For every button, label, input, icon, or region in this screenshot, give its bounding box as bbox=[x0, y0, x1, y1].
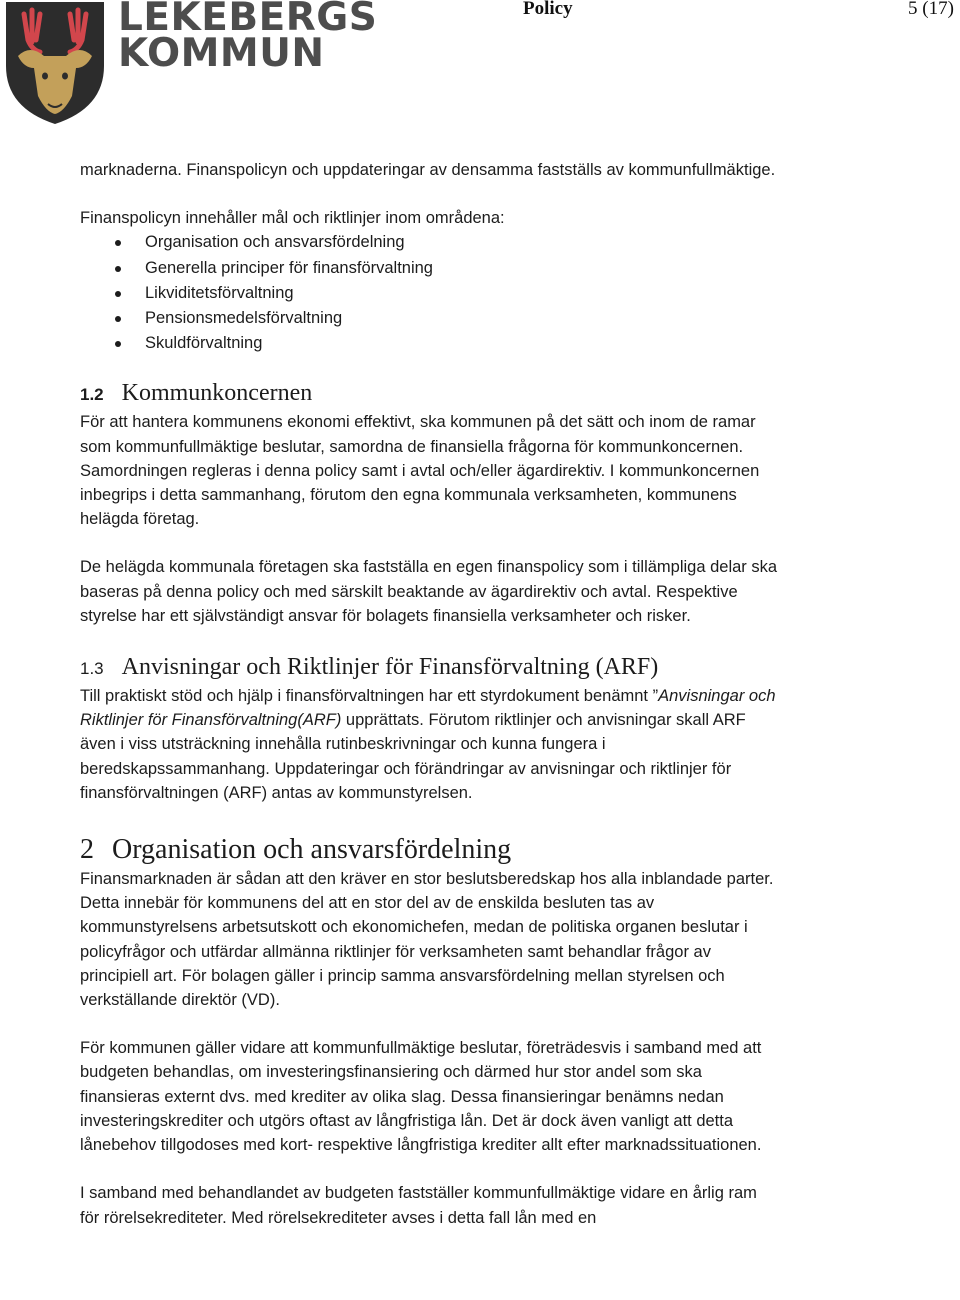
section-number: 1.3 bbox=[80, 659, 104, 679]
section-heading-1-2 bbox=[80, 378, 780, 410]
section-paragraph: I samband med behandlandet av budgeten fastställer kommunfullmäktige vidare en årlig ram för rörelsekrediteter. Med rörelsekrediteter avses i detta fall lån med en bbox=[80, 1184, 757, 1227]
list-item: Generella principer för finansförvaltning bbox=[80, 256, 780, 281]
section-heading-2 bbox=[80, 833, 780, 867]
page-number: 5 (17) bbox=[908, 0, 954, 19]
arf-text-before: Till praktiskt stöd och hjälp i finansförvaltningen har ett styrdokument benämnt ” bbox=[80, 687, 659, 706]
list-item: Organisation och ansvarsfördelning bbox=[80, 230, 780, 255]
arf-document-name: Anvisningar och Riktlinjer för Finansförvaltning(ARF) bbox=[80, 687, 776, 730]
section-paragraph: För kommunen gäller vidare att kommunfullmäktige beslutar, företrädesvis i samband med att budgeten behandlas, om investeringsfinansiering och därmed hur stor andel som ska finansieras externt dvs. med krediter av olika slag. Dessa finansieringar benämns nedan investeringskrediter och utgörs oftast av långfristiga lån. Det är dock även vanligt att detta lånebehov tillgodoses med kort- respektive långfristiga krediter allt efter marknadssituationen. bbox=[80, 1039, 762, 1155]
section-number: 1.2 bbox=[80, 385, 104, 405]
list-item: Pensionsmedelsförvaltning bbox=[80, 306, 780, 331]
document-body bbox=[80, 158, 780, 1230]
municipality-logo-text bbox=[118, 0, 378, 76]
section-paragraph: För att hantera kommunens ekonomi effektivt, ska kommunen på det sätt och inom de ramar som kommunfullmäktige beslutar, samordna de finansiella frågorna för kommunkoncernen. Samordningen regleras i denna policy samt i avtal och/eller ägardirektiv. I kommunkoncernen inbegrips i detta sammanhang, förutom den egna kommunala verksamheten, kommunens helägda företag. bbox=[80, 413, 760, 529]
section-number: 2 bbox=[80, 834, 94, 866]
areas-intro: Finanspolicyn innehåller mål och riktlinjer inom områdena: bbox=[80, 209, 505, 228]
page-header bbox=[0, 0, 960, 130]
document-title: Policy bbox=[523, 0, 573, 19]
section-paragraph bbox=[80, 684, 780, 805]
section-paragraph: Finansmarknaden är sådan att den kräver en stor beslutsberedskap hos alla inblandade parter. Detta innebär för kommunens del att en stor del av de enskilda besluten tas av kommunstyrelsens arbetsutskott och ekonomichefen, medan de politiska organen beslutar i policyfrågor och utfärdar allmänna riktlinjer för verksamheten samt behandlar frågor av principiell art. För bolagen gäller i princip samma ansvarsfördelning mellan styrelsen och verkställande direktör (VD). bbox=[80, 870, 774, 1010]
section-paragraph: De helägda kommunala företagen ska fastställa en egen finanspolicy som i tillämpliga delar ska baseras på denna policy och med särskilt beaktande av ägardirektiv och avtal. Respektive styrelse har ett självständigt ansvar för bolagets finansiella verksamheter och risker. bbox=[80, 558, 778, 625]
arf-text-after: upprättats. Förutom riktlinjer och anvisningar skall ARF även i viss utsträckning innehålla rutinbeskrivningar och kunna fungera i beredskapssammanhang. Uppdateringar och förändringar av anvisningar och riktlinjer för finansförvaltningen (ARF) antas av kommunstyrelsen. bbox=[80, 711, 746, 802]
municipal-crest-deer-icon bbox=[2, 0, 108, 126]
section-title: Organisation och ansvarsfördelning bbox=[112, 834, 512, 866]
logo-line-1: LEKEBERGS bbox=[118, 0, 378, 40]
areas-list bbox=[80, 230, 780, 356]
list-item: Skuldförvaltning bbox=[80, 331, 780, 356]
section-title: Kommunkoncernen bbox=[121, 380, 313, 407]
logo-line-2: KOMMUN bbox=[118, 31, 325, 76]
intro-paragraph: marknaderna. Finanspolicyn och uppdateringar av densamma fastställs av kommunfullmäktige. bbox=[80, 161, 776, 179]
section-title: Anvisningar och Riktlinjer för Finansförvaltning (ARF) bbox=[121, 654, 659, 681]
list-item: Likviditetsförvaltning bbox=[80, 281, 780, 306]
section-heading-1-3 bbox=[80, 652, 780, 684]
